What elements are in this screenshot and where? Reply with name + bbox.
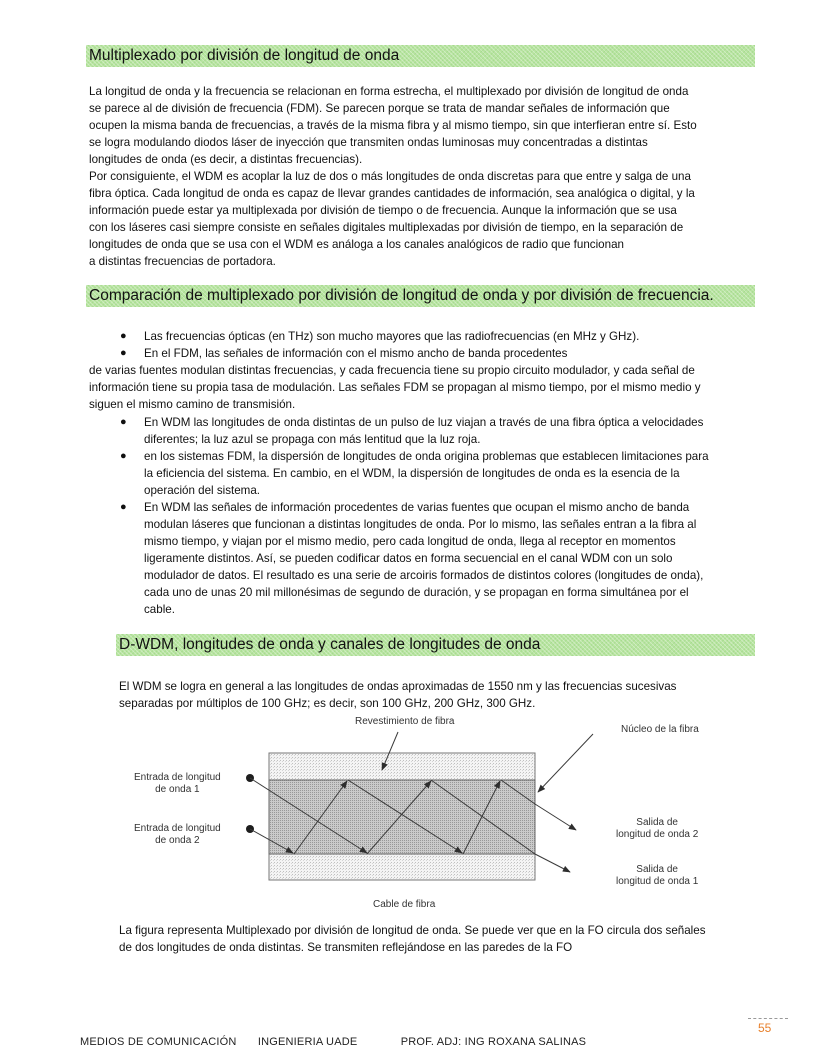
- footer-school: INGENIERIA UADE: [257, 1036, 358, 1048]
- text-line: modulador de datos. El resultado es una serie de arcoiris formados de distintos colores (longitudes de onda),: [144, 569, 704, 582]
- text-line: con los láseres casi siempre consiste en señales digitales multiplexadas por división de tiempo, en la separación de: [89, 221, 684, 234]
- bullet-item: [120, 328, 639, 345]
- figure-caption: Cable de fibra: [373, 899, 436, 910]
- section-heading-dwdm: D-WDM, longitudes de onda y canales de longitudes de onda: [116, 634, 755, 656]
- input2-label: [134, 823, 221, 847]
- bullet-icon: ●: [120, 450, 127, 462]
- text-line: modulan láseres que funcionan a distintas longitudes de onda. Por lo mismo, las señales entran a la fibra al: [144, 518, 697, 531]
- text-line: cable.: [144, 603, 175, 616]
- bullet-item: [120, 414, 703, 448]
- page-footer: [80, 1036, 604, 1048]
- text-line: siguen el mismo camino de transmisión.: [89, 398, 296, 411]
- section-heading-wdm: Multiplexado por división de longitud de onda: [86, 45, 755, 67]
- bullet-icon: ●: [120, 416, 127, 428]
- text-line: La figura representa Multiplexado por división de longitud de onda. Se puede ver que en la FO circula dos señales: [119, 924, 706, 937]
- text-line: de varias fuentes modulan distintas frecuencias, y cada frecuencia tiene su propio circuito modulador, y cada señal de: [89, 364, 695, 377]
- text-line: ocupen la misma banda de frecuencias, a través de la misma fibra y al mismo tiempo, sin que interfieran entre sí. Esto: [89, 119, 697, 132]
- text-line: cada uno de unas 20 mil millonésimas de segundo de duración, y se propagan en forma simultánea por el: [144, 586, 689, 599]
- text-line: en los sistemas FDM, la dispersión de longitudes de onda origina problemas que establecen limitaciones para: [144, 450, 709, 463]
- text-line: longitudes de onda (es decir, a distintas frecuencias).: [89, 153, 363, 166]
- text-line: operación del sistema.: [144, 484, 260, 497]
- text-line: El WDM se logra en general a las longitudes de ondas aproximadas de 1550 nm y las frecuencias sucesivas: [119, 680, 677, 693]
- output1-line1: Salida de: [636, 864, 678, 875]
- bullet-item: [120, 345, 567, 362]
- text-line: diferentes; la luz azul se propaga con más lentitud que la luz roja.: [144, 433, 481, 446]
- output1-line2: longitud de onda 1: [616, 876, 699, 887]
- input1-line1: Entrada de longitud: [134, 772, 221, 783]
- input1-line2: de onda 1: [155, 784, 200, 795]
- text-line: Las frecuencias ópticas (en THz) son mucho mayores que las radiofrecuencias (en MHz y GHz).: [144, 330, 640, 343]
- page-number-rule: [748, 1018, 788, 1019]
- figure-description-paragraph: [119, 922, 706, 956]
- output2-line1: Salida de: [636, 817, 678, 828]
- section-heading-comparison: Comparación de multiplexado por división de longitud de onda y por división de frecuencia.: [86, 285, 755, 307]
- wdm-fiber-diagram: [130, 712, 730, 917]
- dwdm-paragraph: [119, 678, 676, 712]
- text-line: mismo tiempo, y viajan por el mismo medio, pero cada longitud de onda, llega al receptor en momentos: [144, 535, 676, 548]
- bullet-item: [120, 448, 709, 499]
- input2-line2: de onda 2: [155, 835, 200, 846]
- core-label: Núcleo de la fibra: [621, 724, 699, 735]
- text-line: información puede estar ya multiplexada por división de tiempo o de frecuencia. Aunque la información que se usa: [89, 204, 677, 217]
- bullet-item: [120, 499, 703, 618]
- cladding-label: Revestimiento de fibra: [355, 716, 455, 727]
- output2-line2: longitud de onda 2: [616, 829, 699, 840]
- text-line: ligeramente distintos. Así, se pueden codificar datos en forma secuencial en el canal WDM con un solo: [144, 552, 673, 565]
- text-line: de dos longitudes de onda distintas. Se transmiten reflejándose en las paredes de la FO: [119, 941, 573, 954]
- text-line: En WDM las señales de información procedentes de varias fuentes que ocupan el mismo ancho de banda: [144, 501, 690, 514]
- text-line: separadas por múltiplos de 100 GHz; es decir, son 100 GHz, 200 GHz, 300 GHz.: [119, 697, 536, 710]
- text-line: a distintas frecuencias de portadora.: [89, 255, 276, 268]
- text-line: En WDM las longitudes de onda distintas de un pulso de luz viajan a través de una fibra óptica a velocidades: [144, 416, 704, 429]
- input2-line1: Entrada de longitud: [134, 823, 221, 834]
- text-line: longitudes de onda que se usa con el WDM es análoga a los canales analógicos de radio que funcionan: [89, 238, 624, 251]
- text-line: Por consiguiente, el WDM es acoplar la luz de dos o más longitudes de onda discretas para que entre y salga de una: [89, 170, 691, 183]
- bullet-icon: ●: [120, 330, 127, 342]
- text-line: En el FDM, las señales de información con el mismo ancho de banda procedentes: [144, 347, 568, 360]
- output2-label: [616, 817, 698, 841]
- footer-course: MEDIOS DE COMUNICACIÓN: [80, 1036, 237, 1048]
- wdm-intro-paragraph: [89, 83, 697, 270]
- text-line: fibra óptica. Cada longitud de onda es capaz de llevar grandes cantidades de información, sea analógica o digital, y la: [89, 187, 695, 200]
- text-line: información tiene su propia tasa de modulación. Las señales FDM se propagan al mismo tiempo, por el mismo medio y: [89, 381, 701, 394]
- output1-label: [616, 864, 698, 888]
- bullet-icon: ●: [120, 347, 127, 359]
- text-line: la eficiencia del sistema. En cambio, en el WDM, la dispersión de longitudes de onda es la esencia de la: [144, 467, 680, 480]
- bullet-icon: ●: [120, 501, 127, 513]
- page-number: 55: [758, 1021, 772, 1035]
- text-line: se logra modulando diodos láser de inyección que transmiten ondas luminosas muy concentradas a distintas: [89, 136, 648, 149]
- footer-professor: PROF. ADJ: ING ROXANA SALINAS: [400, 1036, 587, 1048]
- text-line: se parece al de división de frecuencia (FDM). Se parecen porque se trata de mandar señales de información que: [89, 102, 670, 115]
- input1-label: [134, 772, 221, 796]
- bullet-continuation: [89, 362, 701, 413]
- text-line: La longitud de onda y la frecuencia se relacionan en forma estrecha, el multiplexado por división de longitud de onda: [89, 85, 689, 98]
